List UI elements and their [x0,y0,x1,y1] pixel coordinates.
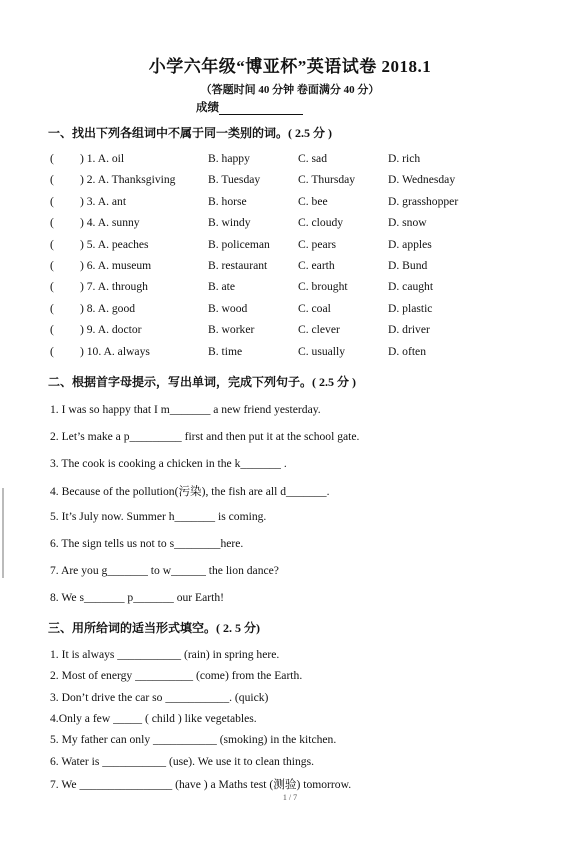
option-num: ) 9. A. doctor [80,323,142,337]
option-d: D. Wednesday [388,173,456,187]
margin-binding-line [2,488,4,578]
option-d: D. apples [388,237,432,251]
sentence-item: 7. Are you g_______ to w______ the lion dance? [50,563,279,577]
option-c: C. pears [298,237,336,251]
answer-paren: ( [50,216,54,230]
fill-in-item: 3. Don’t drive the car so ___________. (quick) [50,690,269,704]
page-number: 1 / 7 [282,793,298,802]
fill-in-item: 7. We ________________ (have ) a Maths test (测验) tomorrow. [50,777,352,791]
option-b: B. wood [208,301,248,315]
option-c: C. earth [298,259,335,272]
answer-paren: ( [50,280,54,294]
option-b: B. windy [208,216,251,230]
option-num: ) 6. A. museum [80,259,152,272]
option-num: ) 5. A. peaches [80,237,149,251]
option-d: D. often [388,344,426,358]
answer-paren: ( [50,344,54,358]
option-num: ) 4. A. sunny [80,216,140,230]
section3-heading: 三、用所给词的适当形式填空。( 2. 5 分) [48,621,260,635]
answer-paren: ( [50,237,54,251]
option-d: D. plastic [388,301,433,315]
option-b: B. Tuesday [208,173,261,187]
option-d: D. Bund [388,259,428,272]
option-num: ) 2. A. Thanksgiving [80,173,176,187]
option-c: C. cloudy [298,216,344,230]
option-d: D. caught [388,280,434,294]
score-blank [219,103,303,115]
section1-heading: 一、找出下列各组词中不属于同一类别的词。( 2.5 分 ) [48,126,332,140]
answer-paren: ( [50,173,54,187]
option-b: B. worker [208,323,255,337]
fill-in-item: 4.Only a few _____ ( child ) like vegetables. [50,711,257,725]
sentence-item: 3. The cook is cooking a chicken in the k_______ . [50,456,287,470]
option-b: B. policeman [208,237,270,251]
option-c: C. clever [298,323,340,337]
sentence-item: 5. It’s July now. Summer h_______ is coming. [50,510,267,524]
fill-in-item: 2. Most of energy __________ (come) from the Earth. [50,669,303,683]
section2-heading: 二、根据首字母提示，写出单词，完成下列句子。( 2.5 分 ) [48,375,356,389]
option-num: ) 8. A. good [80,301,136,315]
option-d: D. grasshopper [388,194,459,208]
score-label: 成绩 [196,102,219,114]
sentence-item: 8. We s_______ p_______ our Earth! [50,590,225,604]
option-b: B. horse [208,194,247,208]
option-c: C. brought [298,280,348,294]
option-d: D. driver [388,323,430,337]
answer-paren: ( [50,152,54,165]
option-c: C. sad [298,152,327,165]
sentence-item: 4. Because of the pollution(污染), the fish are all d_______. [50,485,330,499]
option-b: B. time [208,344,243,358]
option-d: D. rich [388,152,421,165]
option-d: D. snow [388,216,427,230]
fill-in-item: 5. My father can only ___________ (smoking) in the kitchen. [50,733,337,747]
option-c: C. usually [298,344,346,358]
exam-subtitle: （答题时间 40 分钟 卷面满分 40 分） [200,84,380,96]
answer-paren: ( [50,301,54,315]
sentence-item: 1. I was so happy that I m_______ a new friend yesterday. [50,403,321,416]
option-num: ) 3. A. ant [80,194,127,208]
answer-paren: ( [50,259,54,272]
option-num: ) 7. A. through [80,280,148,294]
option-c: C. bee [298,194,328,208]
sentence-item: 2. Let’s make a p_________ first and then put it at the school gate. [50,429,360,443]
option-b: B. happy [208,152,250,165]
option-c: C. coal [298,301,331,315]
sentence-item: 6. The sign tells us not to s________here. [50,537,244,550]
option-b: B. ate [208,280,236,294]
option-num: ) 10. A. always [80,344,150,358]
score-field [196,99,303,115]
answer-paren: ( [50,323,54,337]
option-c: C. Thursday [298,173,356,187]
fill-in-item: 1. It is always ___________ (rain) in spring here. [50,648,280,661]
option-b: B. restaurant [208,259,268,272]
fill-in-item: 6. Water is ___________ (use). We use it to clean things. [50,754,314,768]
answer-paren: ( [50,194,54,208]
option-num: ) 1. A. oil [80,152,125,165]
exam-title: 小学六年级“博亚杯”英语试卷 2018.1 [148,57,432,76]
